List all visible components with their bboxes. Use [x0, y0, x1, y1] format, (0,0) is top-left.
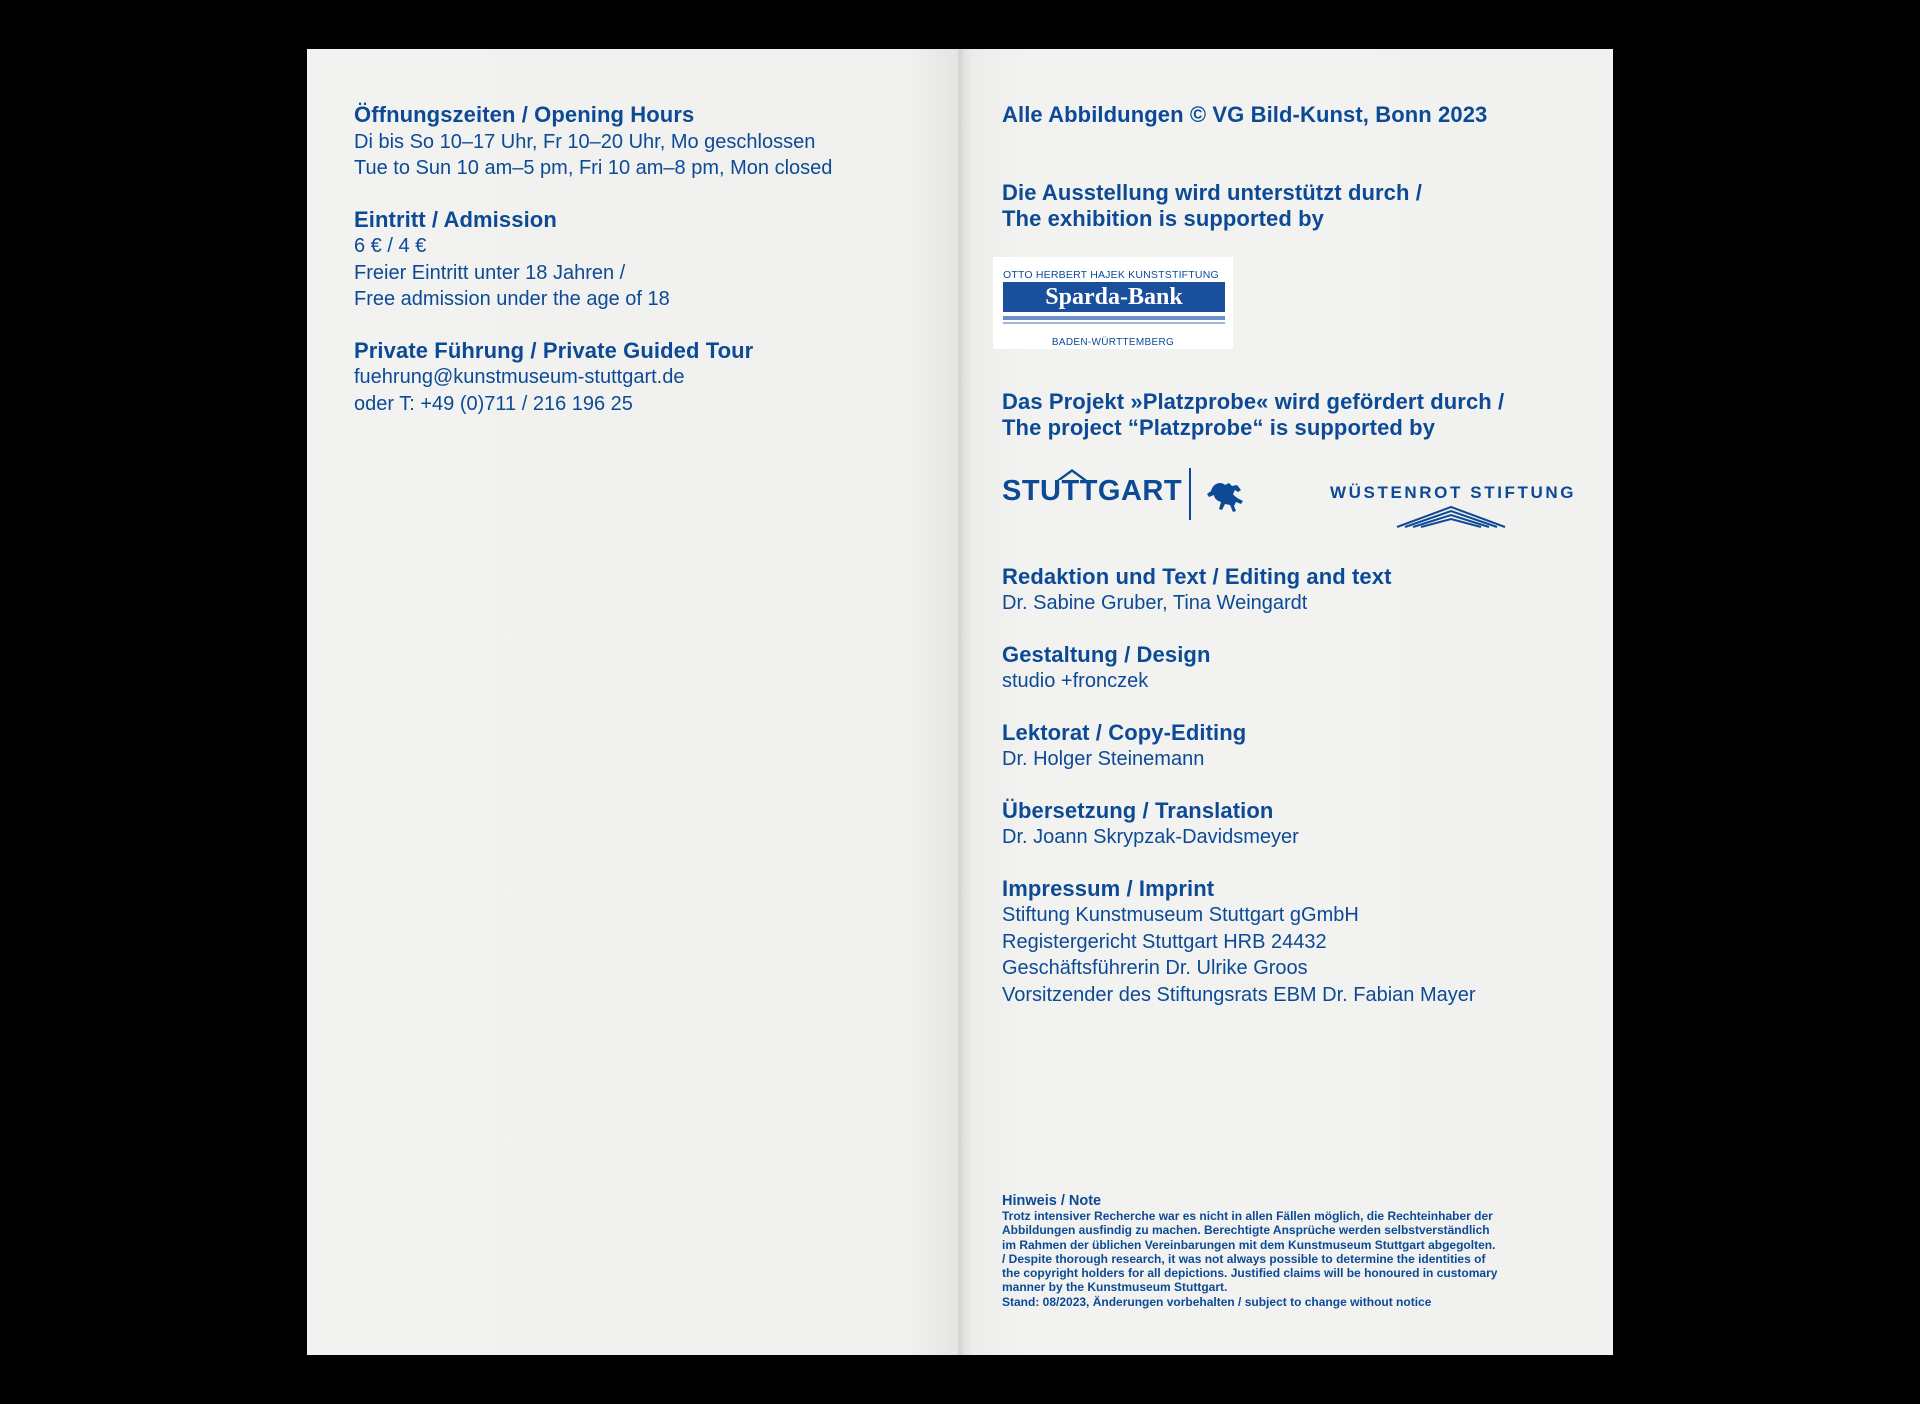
credit-translation-heading: Übersetzung / Translation [1002, 797, 1274, 823]
stuttgart-horse-icon [1205, 477, 1249, 513]
opening-hours-en: Tue to Sun 10 am–5 pm, Fri 10 am–8 pm, Mon closed [354, 157, 833, 179]
legal-note-line: Trotz intensiver Recherche war es nicht in allen Fällen möglich, die Rechteinhaber der [1002, 1209, 1493, 1223]
logo-divider [1189, 468, 1191, 520]
guided-tour-email[interactable]: fuehrung@kunstmuseum-stuttgart.de [354, 366, 685, 388]
sparda-logo-stripe-thin [1003, 322, 1225, 324]
credit-design [1002, 642, 1572, 695]
legal-note-line: manner by the Kunstmuseum Stuttgart. [1002, 1280, 1228, 1295]
admission-price: 6 € / 4 € [354, 235, 427, 257]
legal-note-line: / Despite thorough research, it was not always possible to determine the identities of [1002, 1251, 1486, 1266]
admission-heading: Eintritt / Admission [354, 206, 557, 232]
opening-hours-de: Di bis So 10–17 Uhr, Fr 10–20 Uhr, Mo geschlossen [354, 130, 816, 153]
credit-imprint-line: Registergericht Stuttgart HRB 24432 [1002, 930, 1327, 953]
left-page-content [354, 102, 934, 442]
admission-section [354, 207, 934, 313]
right-page-content [1002, 102, 1577, 1033]
credit-editing-heading: Redaktion und Text / Editing and text [1002, 563, 1392, 589]
credit-design-heading: Gestaltung / Design [1002, 641, 1211, 667]
sparda-logo-stripe [1003, 316, 1225, 320]
credit-copy-editing-value: Dr. Holger Steinemann [1002, 748, 1205, 770]
credit-copy-editing [1002, 720, 1572, 773]
page-fold [958, 49, 962, 1355]
exhibition-support-de: Die Ausstellung wird unterstützt durch / [1002, 179, 1422, 205]
legal-note-heading: Hinweis / Note [1002, 1193, 1102, 1209]
legal-note-line: the copyright holders for all depictions. Justified claims will be honoured in customary [1002, 1266, 1498, 1281]
legal-note-line: im Rahmen der üblichen Vereinbarungen mit dem Kunstmuseum Stuttgart abgegolten. [1002, 1237, 1496, 1252]
sparda-bank-logo [993, 257, 1233, 349]
sparda-logo-top: OTTO HERBERT HAJEK KUNSTSTIFTUNG [1003, 268, 1219, 281]
sparda-logo-region: BADEN-WÜRTTEMBERG [1051, 336, 1175, 348]
credit-copy-editing-heading: Lektorat / Copy-Editing [1002, 719, 1247, 745]
guided-tour-phone: oder T: +49 (0)711 / 216 196 25 [354, 392, 633, 415]
left-page [307, 49, 960, 1355]
legal-note [1002, 1194, 1572, 1309]
admission-free-de: Freier Eintritt unter 18 Jahren / [354, 261, 626, 284]
credit-translation [1002, 798, 1572, 851]
copyright-line: Alle Abbildungen © VG Bild-Kunst, Bonn 2023 [1002, 102, 1488, 127]
credit-editing [1002, 564, 1572, 617]
guided-tour-section [354, 338, 934, 418]
legal-note-line: Abbildungen ausfindig zu machen. Berechtigte Ansprüche werden selbstverständlich [1002, 1223, 1490, 1238]
opening-hours-section [354, 102, 934, 182]
funder-logos [1002, 468, 1577, 558]
stuttgart-logo: STUTTGART [1002, 474, 1183, 507]
project-support-de: Das Projekt »Platzprobe« wird gefördert durch / [1002, 388, 1505, 414]
credit-imprint-line: Geschäftsführerin Dr. Ulrike Groos [1002, 957, 1308, 979]
credit-design-value: studio +fronczek [1002, 670, 1149, 692]
brochure-spread [307, 49, 1613, 1355]
credit-editing-value: Dr. Sabine Gruber, Tina Weingardt [1002, 592, 1308, 614]
right-page [960, 49, 1613, 1355]
exhibition-support-en: The exhibition is supported by [1002, 206, 1325, 231]
legal-note-line: Stand: 08/2023, Änderungen vorbehalten / subject to change without notice [1002, 1294, 1432, 1309]
admission-free-en: Free admission under the age of 18 [354, 288, 670, 310]
project-support-en: The project “Platzprobe“ is supported by [1002, 415, 1436, 440]
wuestenrot-logo: WÜSTENROT STIFTUNG [1330, 482, 1577, 502]
credit-imprint-heading: Impressum / Imprint [1002, 875, 1215, 901]
credit-imprint-line: Stiftung Kunstmuseum Stuttgart gGmbH [1002, 904, 1359, 926]
credit-translation-value: Dr. Joann Skrypzak-Davidsmeyer [1002, 826, 1299, 848]
wuestenrot-roof-icon [1395, 504, 1507, 528]
guided-tour-heading: Private Führung / Private Guided Tour [354, 337, 754, 363]
sparda-logo-name: Sparda-Bank [1003, 282, 1225, 312]
credit-imprint-line: Vorsitzender des Stiftungsrats EBM Dr. Fabian Mayer [1002, 983, 1476, 1006]
credit-imprint [1002, 876, 1572, 1009]
opening-hours-heading: Öffnungszeiten / Opening Hours [354, 102, 695, 127]
